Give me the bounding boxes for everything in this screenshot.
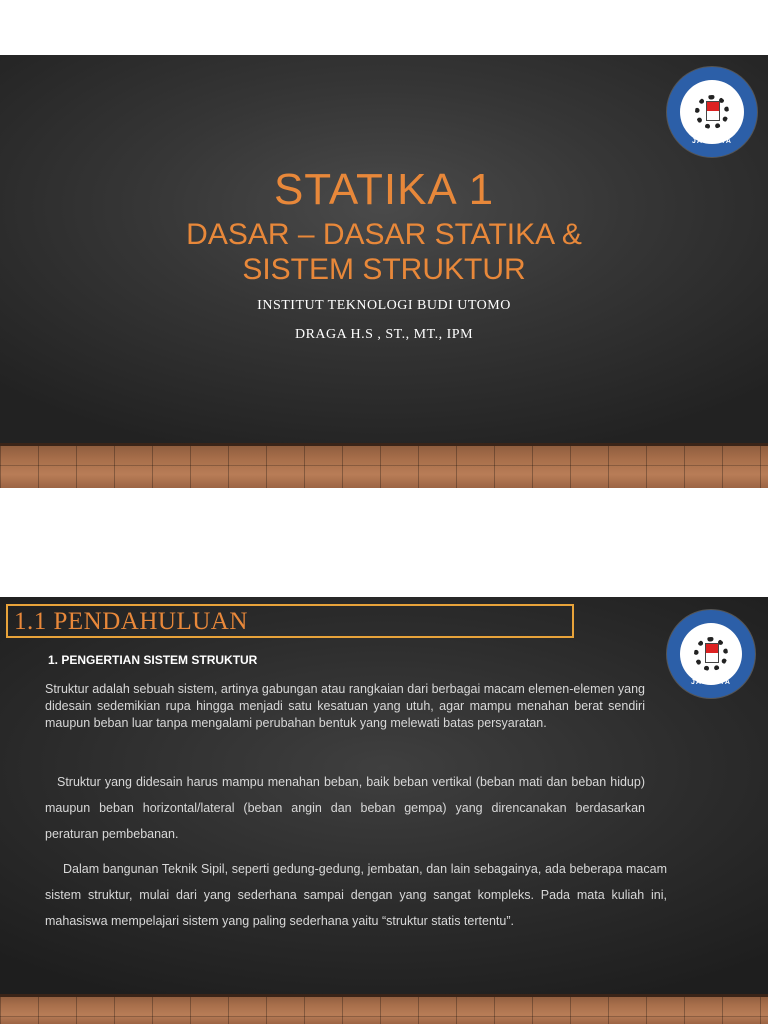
logo-caption: JAKARTA bbox=[692, 138, 732, 145]
subsection-title: 1. PENGERTIAN SISTEM STRUKTUR bbox=[48, 653, 258, 667]
logo-caption: JAKARTA bbox=[691, 679, 731, 686]
flag-icon bbox=[705, 643, 719, 663]
author-name: DRAGA H.S , ST., MT., IPM bbox=[294, 327, 474, 342]
slide-subtitle-line1: DASAR – DASAR STATIKA & bbox=[186, 218, 582, 251]
content-slide bbox=[0, 597, 768, 1024]
paragraph-2: Struktur yang didesain harus mampu menahan beban, baik beban vertikal (beban mati dan beban hidup) maupun beban horizontal/lateral (beban angin dan beban gempa) yang direncanakan berdasarkan peraturan pembebanan. bbox=[45, 775, 645, 841]
institution-logo bbox=[666, 66, 758, 158]
heading-box bbox=[6, 604, 574, 638]
institution-logo bbox=[666, 609, 756, 699]
title-slide bbox=[0, 55, 768, 488]
institution-name: INSTITUT TEKNOLOGI BUDI UTOMO bbox=[257, 298, 511, 313]
section-heading: 1.1 PENDAHULUAN bbox=[14, 608, 248, 635]
wood-floor bbox=[0, 443, 768, 488]
paragraph-1: Struktur adalah sebuah sistem, artinya gabungan atau rangkaian dari berbagai macam elemen-elemen yang didesain sedemikian rupa hingga menjadi satu kesatuan yang utuh, agar mampu menahan berat sendiri maupun beban luar tanpa mengalami perubahan bentuk yang melewati batas persyaratan. bbox=[45, 682, 645, 730]
slide-title: STATIKA 1 bbox=[273, 165, 495, 214]
wood-floor bbox=[0, 994, 768, 1024]
paragraph-3: Dalam bangunan Teknik Sipil, seperti gedung-gedung, jembatan, dan lain sebagainya, ada beberapa macam sistem struktur, mulai dari yang sederhana sampai dengan yang sangat kompleks. Pada mata kuliah ini, mahasiswa mempelajari sistem yang paling sederhana yaitu “struktur statis tertentu”. bbox=[45, 862, 667, 928]
flag-icon bbox=[706, 101, 720, 121]
slide-subtitle-line2: SISTEM STRUKTUR bbox=[242, 253, 526, 286]
